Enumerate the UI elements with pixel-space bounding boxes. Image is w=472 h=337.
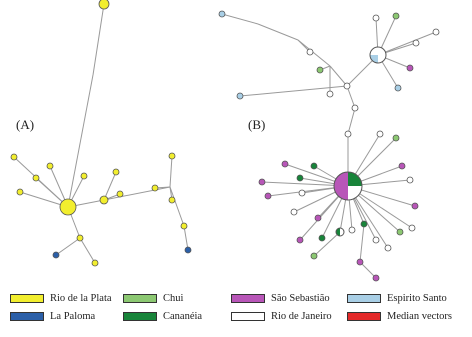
haplotype-node [92,260,98,266]
haplotype-node [397,229,403,235]
network-edge [93,4,104,75]
haplotype-node [373,275,379,281]
legend-label: Cananéia [163,310,203,322]
legend-item-la-paloma [10,309,95,323]
haplotype-node [352,105,358,111]
network-nodes [11,0,439,281]
haplotype-node [53,252,59,258]
haplotype-node [291,209,297,215]
haplotype-node [113,169,119,175]
haplotype-node [169,197,175,203]
legend-label: Espirito Santo [387,292,447,304]
haplotype-node [181,223,187,229]
haplotype-pie-node [336,228,344,236]
haplotype-node [299,190,305,196]
haplotype-node [373,15,379,21]
haplotype-node [393,135,399,141]
haplotype-node [47,163,53,169]
haplotype-node [307,49,313,55]
legend-item-sao-sebastiao [231,291,330,305]
network-edge [330,66,347,86]
legend-label: Median vectors [387,310,453,322]
haplotype-node [315,215,321,221]
haplotype-node [237,93,243,99]
legend-item-espirito-santo [347,291,447,305]
network-edge [314,232,340,256]
legend-label: Rio de la Plata [50,292,112,304]
haplotype-node [81,173,87,179]
haplotype-node [259,179,265,185]
network-edge [258,24,298,40]
haplotype-node [373,237,379,243]
legend-item-chui [123,291,183,305]
haplotype-node [433,29,439,35]
panel-b-label: (B) [248,117,266,132]
legend-item-rio-de-la-plata [10,291,112,305]
haplotype-pie-node [334,172,362,200]
haplotype-node [357,259,363,265]
haplotype-node [265,193,271,199]
haplotype-node [17,189,23,195]
haplotype-node [311,163,317,169]
haplotype-node [412,203,418,209]
haplotype-node [361,221,367,227]
network-edge [104,187,170,200]
network-edge [170,187,184,226]
network-edge [360,224,364,262]
panel-a-label: (A) [16,117,35,132]
haplotype-node [377,131,383,137]
haplotype-node [344,83,350,89]
legend-swatch [123,294,157,303]
haplotype-node [33,175,39,181]
haplotype-node [282,161,288,167]
network-edge [222,14,258,24]
legend-swatch [123,312,157,321]
haplotype-node [60,199,76,215]
haplotype-node [395,85,401,91]
legend-swatch [231,312,265,321]
haplotype-node [399,163,405,169]
haplotype-node [317,67,323,73]
legend-swatch [347,312,381,321]
legend-swatch [10,312,44,321]
haplotype-node [345,131,351,137]
legend-swatch [231,294,265,303]
legend-label: Rio de Janeiro [271,310,332,322]
pie-slice [378,47,386,63]
haplotype-node [327,91,333,97]
haplotype-node [409,225,415,231]
network-edge [184,226,188,250]
haplotype-node [219,11,225,17]
haplotype-node [385,245,391,251]
legend-label: Chui [163,292,184,304]
legend-item-cananeia [123,309,202,323]
haplotype-pie-node [370,47,386,63]
haplotype-node [297,237,303,243]
haplotype-node [169,153,175,159]
haplotype-node [297,175,303,181]
haplotype-node [319,235,325,241]
network-edge [56,238,80,255]
haplotype-node [311,253,317,259]
legend-swatch [347,294,381,303]
haplotype-node [407,177,413,183]
network-edge [170,156,172,187]
haplotype-node [11,154,17,160]
haplotype-node [407,65,413,71]
network-edge [348,108,355,134]
haplotype-node [393,13,399,19]
haplotype-node [413,40,419,46]
legend [0,290,472,337]
network-edge [347,86,355,108]
haplotype-node [117,191,123,197]
legend-item-rio-de-janeiro [231,309,332,323]
haplotype-node [99,0,109,9]
haplotype-node [152,185,158,191]
legend-item-median-vectors [347,309,452,323]
haplotype-node [100,196,108,204]
network-edge [298,40,330,66]
network-edge [80,238,95,263]
legend-swatch [10,294,44,303]
haplotype-node [349,227,355,233]
haplotype-node [185,247,191,253]
haplotype-node [77,235,83,241]
legend-label: La Paloma [50,310,96,322]
legend-label: São Sebastião [271,292,330,304]
network-edge [68,75,93,207]
